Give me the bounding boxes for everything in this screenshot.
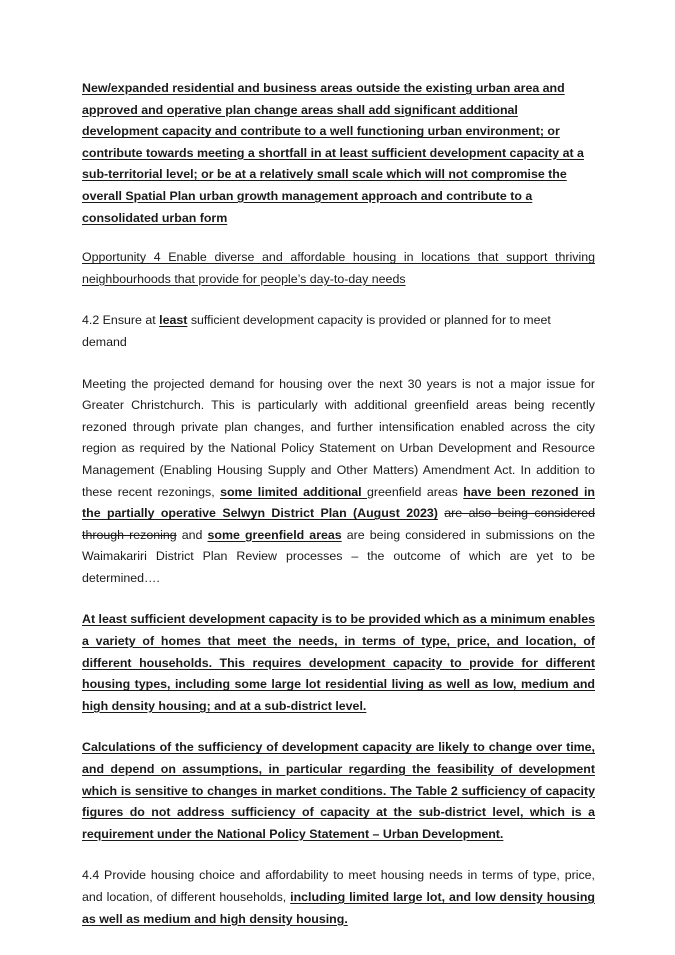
para1-line-5: sub-territorial level; or be at a relatively small scale which will not compromise the: [82, 167, 567, 182]
para1-line-3: development capacity and contribute to a well functioning urban environment; or: [82, 124, 560, 139]
para1-line-1: New/expanded residential and business areas outside the existing urban area and: [82, 81, 565, 95]
meeting-deletion-1: are also being considered through rezoning: [82, 506, 595, 542]
meeting-insert-1: some limited additional: [220, 484, 368, 499]
section-4-2-suffix: sufficient development capacity is provided or planned for to meet demand: [82, 313, 551, 349]
section-4-4-inserted: including limited large lot, and low density housing as well as medium and high density housing.: [82, 890, 595, 926]
section-4-2-inserted-word: least: [159, 313, 188, 328]
section-4-4-paragraph: [82, 865, 595, 930]
para1-line-6: overall Spatial Plan urban growth management approach and contribute to a: [82, 188, 533, 203]
section-4-2-heading: [82, 310, 595, 353]
meeting-text-2: greenfield areas: [367, 484, 464, 499]
meeting-text-4: and: [176, 527, 208, 542]
document-page: [82, 78, 595, 930]
meeting-insert-2: have been rezoned in the partially operative Selwyn District Plan (August 2023): [82, 484, 595, 521]
meeting-insert-3: some greenfield areas: [207, 527, 342, 542]
opportunity-4-heading: Opportunity 4 Enable diverse and affordable housing in locations that support thriving neighbourhoods that provide for people’s day-to-day needs: [82, 250, 595, 286]
meeting-demand-paragraph: [82, 374, 595, 590]
para1-line-4: contribute towards meeting a shortfall in at least sufficient development capacity at a: [82, 145, 584, 160]
at-least-sufficient-paragraph: At least sufficient development capacity is to be provided which as a minimum enables a variety of homes that meet the needs, in terms of type, price, and location, of different households. This requires development capacity to provide for different housing types, including some large lot residential living as well as low, medium and high density housing; and at a sub-district level.: [82, 612, 595, 713]
para1-line-2: approved and operative plan change areas shall add significant additional: [82, 102, 518, 117]
section-4-4-text: 4.4 Provide housing choice and affordability to meet housing needs in terms of type, price, and location, of different households,: [82, 868, 595, 904]
calculations-paragraph: Calculations of the sufficiency of development capacity are likely to change over time, and depend on assumptions, in particular regarding the feasibility of development which is sensitive to changes in market conditions. The Table 2 sufficiency of capacity figures do not address sufficiency of capacity at the sub-district level, which is a requirement under the National Policy Statement – Urban Development.: [82, 740, 595, 841]
section-4-2-prefix: 4.2 Ensure at: [82, 313, 160, 328]
new-expanded-areas-paragraph: [82, 78, 595, 229]
para1-line-7: consolidated urban form: [82, 210, 228, 225]
meeting-text-1: Meeting the projected demand for housing over the next 30 years is not a major issue for Greater Christchurch. This is particularly with additional greenfield areas being recently rezoned through private plan changes, and further intensification enabled across the city region as required by the National Policy Statement on Urban Development and Resource Management (Enabling Housing Supply and Other Matters) Amendment Act. In addition to these recent rezonings,: [82, 376, 595, 499]
meeting-text-5: are being considered in submissions on the Waimakariri District Plan Review processes – the outcome of which are yet to be determined….: [82, 527, 596, 585]
